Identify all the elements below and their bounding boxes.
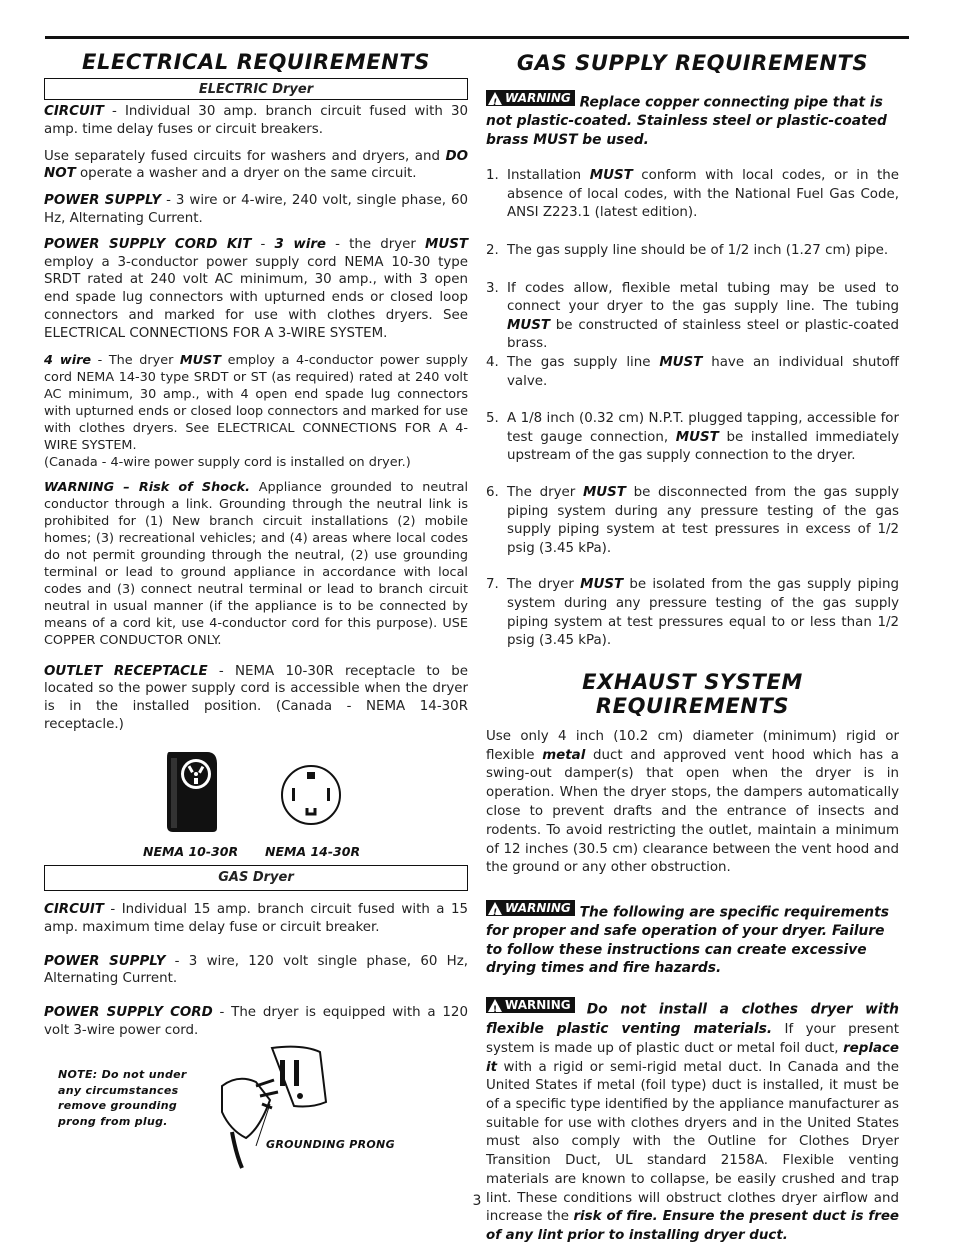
grounding-prong-note: NOTE: Do not under any circumstances remove grounding prong from plug. (58, 1068, 187, 1128)
separate-circuits-paragraph: Use separately fused circuits for washers and dryers, and DO NOT operate a washer and a dryer on the same circuit. (44, 148, 468, 182)
page-number: 3 (472, 1193, 482, 1209)
power-supply-paragraph: POWER SUPPLY - 3 wire or 4-wire, 240 volt, single phase, 60 Hz, Alternating Current. (44, 193, 468, 226)
exhaust-warning-1: ! WARNING The following are specific requirements for proper and safe operation of your dryer. Failure to follow these instructions can create excessive drying times and fire hazards. (486, 900, 899, 978)
list-item: 1. Installation MUST conform with local codes, or in the absence of local codes, with the National Fuel Gas Code, ANSI Z223.1 (latest edition). (486, 168, 900, 221)
nema-10-30r-receptacle-illustration (163, 748, 219, 834)
list-item: 7. The dryer MUST be isolated from the gas supply piping system during any pressure testing of the gas supply piping system at test pressures equal to or less than 1/2 psig (3.45 kPa). (486, 577, 899, 649)
plug-and-outlet-illustration (212, 1042, 334, 1174)
list-item: 6. The dryer MUST be disconnected from the gas supply piping system during any pressure testing of the gas supply piping system at test pressures in excess of 1/2 psig (3.45 kPa). (486, 485, 899, 556)
gas-supply-list (486, 167, 899, 650)
warning-triangle-icon (488, 999, 502, 1012)
electrical-column (44, 48, 468, 734)
gas-dryer-section (44, 865, 468, 1040)
nema-10-30r-caption: NEMA 10-30R (143, 844, 239, 859)
nema-14-30r-caption: NEMA 14-30R (265, 844, 361, 859)
electrical-title: ELECTRICAL REQUIREMENTS (82, 50, 430, 74)
four-wire-paragraph: 4 wire - The dryer MUST employ a 4-conductor power supply cord NEMA 14-30 type SRDT or ST (as required) rated at 240 volt AC minimum, 30 amp., with 4 open end spade lug connectors with upturned ends or closed loop connectors and marked for use with clothes dryers. See ELECTRICAL CONNECTIONS FOR A 4-WIRE SYSTEM. (44, 352, 468, 453)
four-wire-canada-note: (Canada - 4-wire power supply cord is installed on dryer.) (44, 454, 411, 470)
list-item: 2. The gas supply line should be of 1/2 inch (1.27 cm) pipe. (486, 243, 889, 259)
nema-14-30r-receptacle-illustration (280, 764, 342, 826)
warning-badge: ! WARNING (486, 90, 575, 106)
gas-circuit-paragraph: CIRCUIT - Individual 15 amp. branch circuit fused with a 15 amp. maximum time delay fuse or circuit breaker. (44, 902, 468, 935)
exhaust-paragraph: Use only 4 inch (10.2 cm) diameter (minimum) rigid or flexible metal duct and approved vent hood which has a swing-out damper(s) that open when the dryer is in operation. When the dryer stops, the dampers automatically close to prevent drafts and the entrance of insects and rodents. To avoid restricting the outlet, maintain a minimum of 12 inches (30.5 cm) clearance between the vent hood and the ground or any other obstruction. (486, 728, 899, 876)
warning-badge: ! WARNING (486, 900, 575, 916)
electric-circuit-paragraph: CIRCUIT - Individual 30 amp. branch circuit fused with 30 amp. time delay fuses or circuit breakers. (44, 104, 468, 137)
list-item: 4. The gas supply line MUST have an individual shutoff valve. (486, 355, 899, 389)
gas-power-cord-paragraph: POWER SUPPLY CORD - The dryer is equipped with a 120 volt 3-wire power cord. (44, 1005, 468, 1038)
list-item: 3. If codes allow, flexible metal tubing may be used to connect your dryer to the gas supply line. The tubing MUST be constructed of stainless steel or plastic-coated brass. (486, 280, 899, 352)
exhaust-warning-2: ! WARNING Do not install a clothes dryer with flexible plastic venting materials. If your present system is made up of plastic duct or metal foil duct, replace it with a rigid or semi-rigid metal duct. In Canada and the United States if metal (foil type) duct is installed, it must be of a specific type identified by the appliance manufacturer as suitable for use with clothes dryers and in the United States must also comply with the Outline for Clothes Dryer Transition Duct, UL standard 2158A. Flexible venting materials are known to collapse, be easily crushed and trap lint. These conditions will obstruct clothes dryer airflow and increase the risk of fire. Ensure the present duct is free of any lint prior to installing dryer duct. (486, 997, 899, 1246)
gas-copper-warning: ! WARNING Replace copper connecting pipe that is not plastic-coated. Stainless steel or plastic-coated brass MUST be used. (486, 90, 899, 149)
gas-supply-column (486, 48, 899, 1246)
outlet-receptacle-paragraph: OUTLET RECEPTACLE - NEMA 10-30R receptacle to be located so the power supply cord is accessible when the dryer is in the installed position. (Canada - NEMA 14-30R receptacle.) (44, 663, 468, 732)
warning-triangle-icon (488, 902, 502, 915)
warning-triangle-icon (488, 92, 502, 105)
electric-dryer-header: ELECTRIC Dryer (44, 78, 468, 100)
list-item: 5. A 1/8 inch (0.32 cm) N.P.T. plugged tapping, accessible for test gauge connection, MUST be installed immediately upstream of the gas supply connection to the dryer. (486, 411, 899, 464)
grounding-prong-label: GROUNDING PRONG (266, 1138, 395, 1151)
gas-power-supply-paragraph: POWER SUPPLY - 3 wire, 120 volt single phase, 60 Hz, Alternating Current. (44, 953, 468, 987)
cord-kit-paragraph: POWER SUPPLY CORD KIT - 3 wire - the dryer MUST employ a 3-conductor power supply cord NEMA 10-30 type SRDT rated at 240 volt AC minimum, 30 amp., with 3 open end spade lug connectors with upturned ends or closed loop connectors and marked for use with clothes dryers. See ELECTRICAL CONNECTIONS FOR A 3-WIRE SYSTEM. (44, 236, 468, 341)
warning-badge: ! WARNING (486, 997, 575, 1013)
exhaust-system-title: EXHAUST SYSTEM REQUIREMENTS (582, 669, 803, 718)
gas-dryer-header: GAS Dryer (44, 865, 468, 891)
top-rule (45, 36, 909, 39)
shock-warning-paragraph: WARNING – Risk of Shock. Appliance grounded to neutral conductor through a link. Grounding through the neutral link is prohibited for (1) New branch circuit installations (2) mobile homes; (3) recreational vehicles; and (4) areas where local codes do not permit grounding through the neutral, (2) use grounding terminal or lead to ground appliance in accordance with local codes and (3) connect neutral terminal or lead to branch circuit neutral in usual manner (if the appliance is to be connected by means of a cord kit, use 4-conductor cord for this purpose). USE COPPER CONDUCTOR ONLY. (44, 479, 468, 648)
gas-supply-title: GAS SUPPLY REQUIREMENTS (516, 51, 869, 75)
